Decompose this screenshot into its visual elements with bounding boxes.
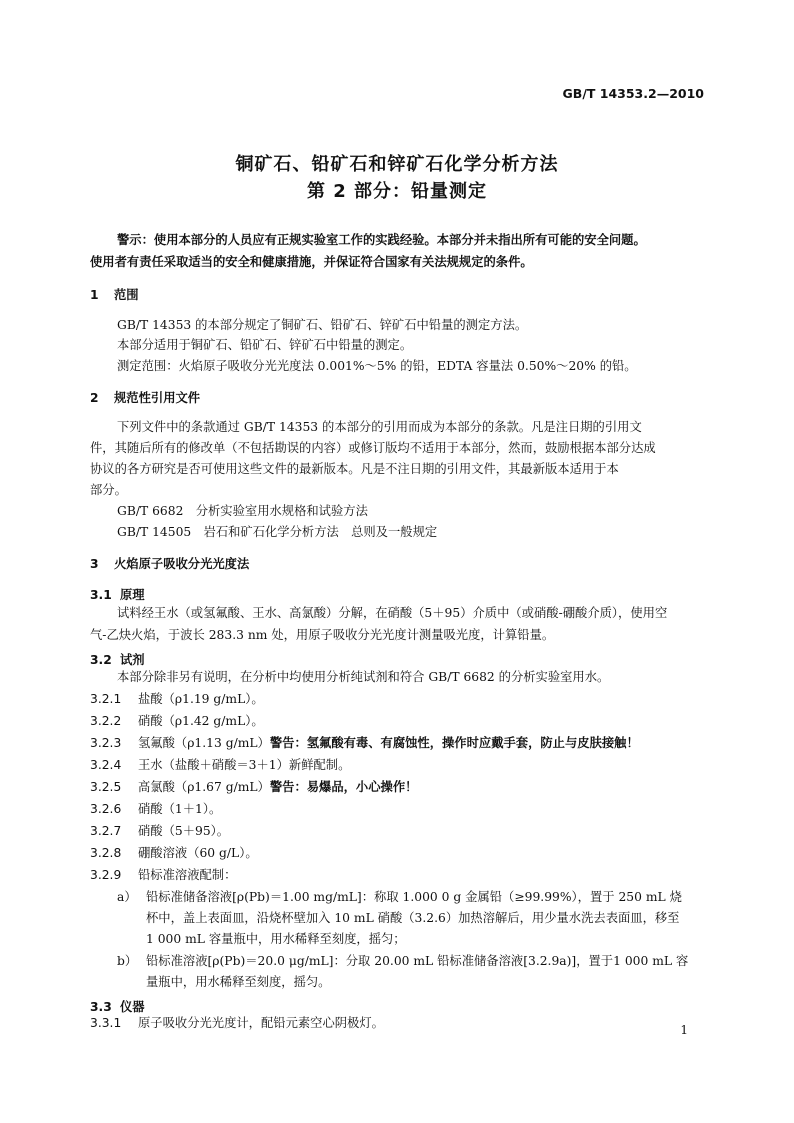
subsection-title: 试剂 [120, 653, 145, 667]
reagent-item [90, 776, 417, 798]
s32-intro: 本部分除非另有说明，在分析中均使用分析纯试剂和符合 GB/T 6682 的分析实验室用水。 [117, 670, 610, 684]
item-text: 硝酸（5＋95）。 [138, 824, 230, 838]
section-2-heading [90, 388, 200, 406]
item-text: 高氯酸（ρ1.67 g/mL） [138, 780, 270, 794]
item-text: 原子吸收分光光度计，配铅元素空心阴极灯。 [138, 1016, 384, 1030]
document-subtitle: 第 2 部分：铅量测定 [306, 181, 488, 202]
instrument-item [90, 1012, 384, 1034]
item-warning: 警告：易爆品，小心操作！ [269, 780, 418, 794]
item-text: 硼酸溶液（60 g/L）。 [138, 846, 258, 860]
document-title: 铜矿石、铅矿石和锌矿石化学分析方法 [235, 154, 559, 175]
section-number: 3 [90, 557, 99, 571]
warning-line-1: 警示：使用本部分的人员应有正规实验室工作的实践经验。本部分并未指出所有可能的安全问题。 [117, 233, 646, 247]
page-number: 1 [680, 1023, 688, 1037]
section-number: 1 [90, 288, 99, 302]
item-b-line-2: 量瓶中，用水稀释至刻度，摇匀。 [146, 975, 331, 989]
item-number: 3.2.3 [90, 736, 122, 750]
reagent-item [90, 820, 229, 842]
item-a-line-2: 杯中，盖上表面皿，沿烧杯壁加入 10 mL 硝酸（3.2.6）加热溶解后，用少量水洗去表面皿，移至 [146, 911, 680, 925]
s31-line-2: 气-乙炔火焰，于波长 283.3 nm 处，用原子吸收分光光度计测量吸光度，计算铅量。 [90, 628, 555, 642]
s2-line-2: 件，其随后所有的修改单（不包括勘误的内容）或修订版均不适用于本部分，然而，鼓励根据本部分达成 [90, 441, 656, 455]
item-number: 3.2.7 [90, 824, 122, 838]
item-text: 铅标准溶液配制： [138, 868, 237, 882]
item-number: 3.2.8 [90, 846, 122, 860]
item-a-line-3: 1 000 mL 容量瓶中，用水稀释至刻度，摇匀； [146, 932, 406, 946]
item-number: 3.2.6 [90, 802, 122, 816]
section-title: 范围 [114, 288, 139, 302]
item-text: 硝酸（ρ1.42 g/mL）。 [138, 714, 264, 728]
s2-line-1: 下列文件中的条款通过 GB/T 14353 的本部分的引用而成为本部分的条款。凡是注日期的引用文 [117, 420, 642, 434]
warning-line-2: 使用者有责任采取适当的安全和健康措施，并保证符合国家有关法规规定的条件。 [90, 255, 533, 269]
list-label-b: b） [117, 954, 138, 968]
s2-line-4: 部分。 [90, 483, 127, 497]
reagent-item [90, 842, 258, 864]
item-warning: 警告：氢氟酸有毒、有腐蚀性，操作时应戴手套，防止与皮肤接触！ [269, 736, 639, 750]
subsection-number: 3.2 [90, 653, 112, 667]
subsection-title: 原理 [120, 588, 145, 602]
subsection-title: 仪器 [120, 1000, 145, 1014]
item-number: 3.2.5 [90, 780, 122, 794]
item-number: 3.2.1 [90, 692, 122, 706]
s1-paragraph-3: 测定范围：火焰原子吸收分光光度法 0.001%～5% 的铅，EDTA 容量法 0.50%～20% 的铅。 [117, 359, 637, 373]
subsection-3-1-heading [90, 585, 145, 603]
subsection-number: 3.3 [90, 1000, 112, 1014]
reagent-item [90, 864, 236, 886]
item-b-line-1: 铅标准溶液[ρ(Pb)＝20.0 μg/mL]：分取 20.00 mL 铅标准储备溶液[3.2.9a)]，置于1 000 mL 容 [146, 954, 689, 968]
reagent-item [90, 732, 639, 754]
item-number: 3.2.2 [90, 714, 122, 728]
item-number: 3.3.1 [90, 1016, 122, 1030]
item-text: 氢氟酸（ρ1.13 g/mL） [138, 736, 270, 750]
s1-paragraph-2: 本部分适用于铜矿石、铅矿石、锌矿石中铅量的测定。 [117, 338, 413, 352]
s1-paragraph-1: GB/T 14353 的本部分规定了铜矿石、铅矿石、锌矿石中铅量的测定方法。 [117, 318, 528, 332]
reagent-item [90, 688, 264, 710]
item-number: 3.2.9 [90, 868, 122, 882]
reference-2: GB/T 14505 岩石和矿石化学分析方法 总则及一般规定 [117, 525, 438, 539]
standard-number: GB/T 14353.2—2010 [562, 86, 704, 101]
section-number: 2 [90, 391, 99, 405]
list-label-a: a） [117, 890, 137, 904]
item-text: 硝酸（1＋1）。 [138, 802, 222, 816]
item-text: 王水（盐酸＋硝酸＝3＋1）新鲜配制。 [138, 758, 351, 772]
reference-1: GB/T 6682 分析实验室用水规格和试验方法 [117, 504, 368, 518]
s31-line-1: 试料经王水（或氢氟酸、王水、高氯酸）分解，在硝酸（5＋95）介质中（或硝酸-硼酸介质），使用空 [117, 606, 668, 620]
section-1-heading [90, 285, 139, 303]
item-a-line-1: 铅标准储备溶液[ρ(Pb)＝1.00 mg/mL]：称取 1.000 0 g 金属铅（≥99.99%），置于 250 mL 烧 [146, 890, 682, 904]
item-number: 3.2.4 [90, 758, 122, 772]
reagent-item [90, 710, 264, 732]
section-title: 火焰原子吸收分光光度法 [114, 557, 250, 571]
s2-line-3: 协议的各方研究是否可使用这些文件的最新版本。凡是不注日期的引用文件，其最新版本适用于本 [90, 462, 619, 476]
item-text: 盐酸（ρ1.19 g/mL）。 [138, 692, 264, 706]
reagent-item [90, 754, 350, 776]
reagent-item [90, 798, 221, 820]
subsection-number: 3.1 [90, 588, 112, 602]
section-title: 规范性引用文件 [114, 391, 201, 405]
section-3-heading [90, 554, 249, 572]
